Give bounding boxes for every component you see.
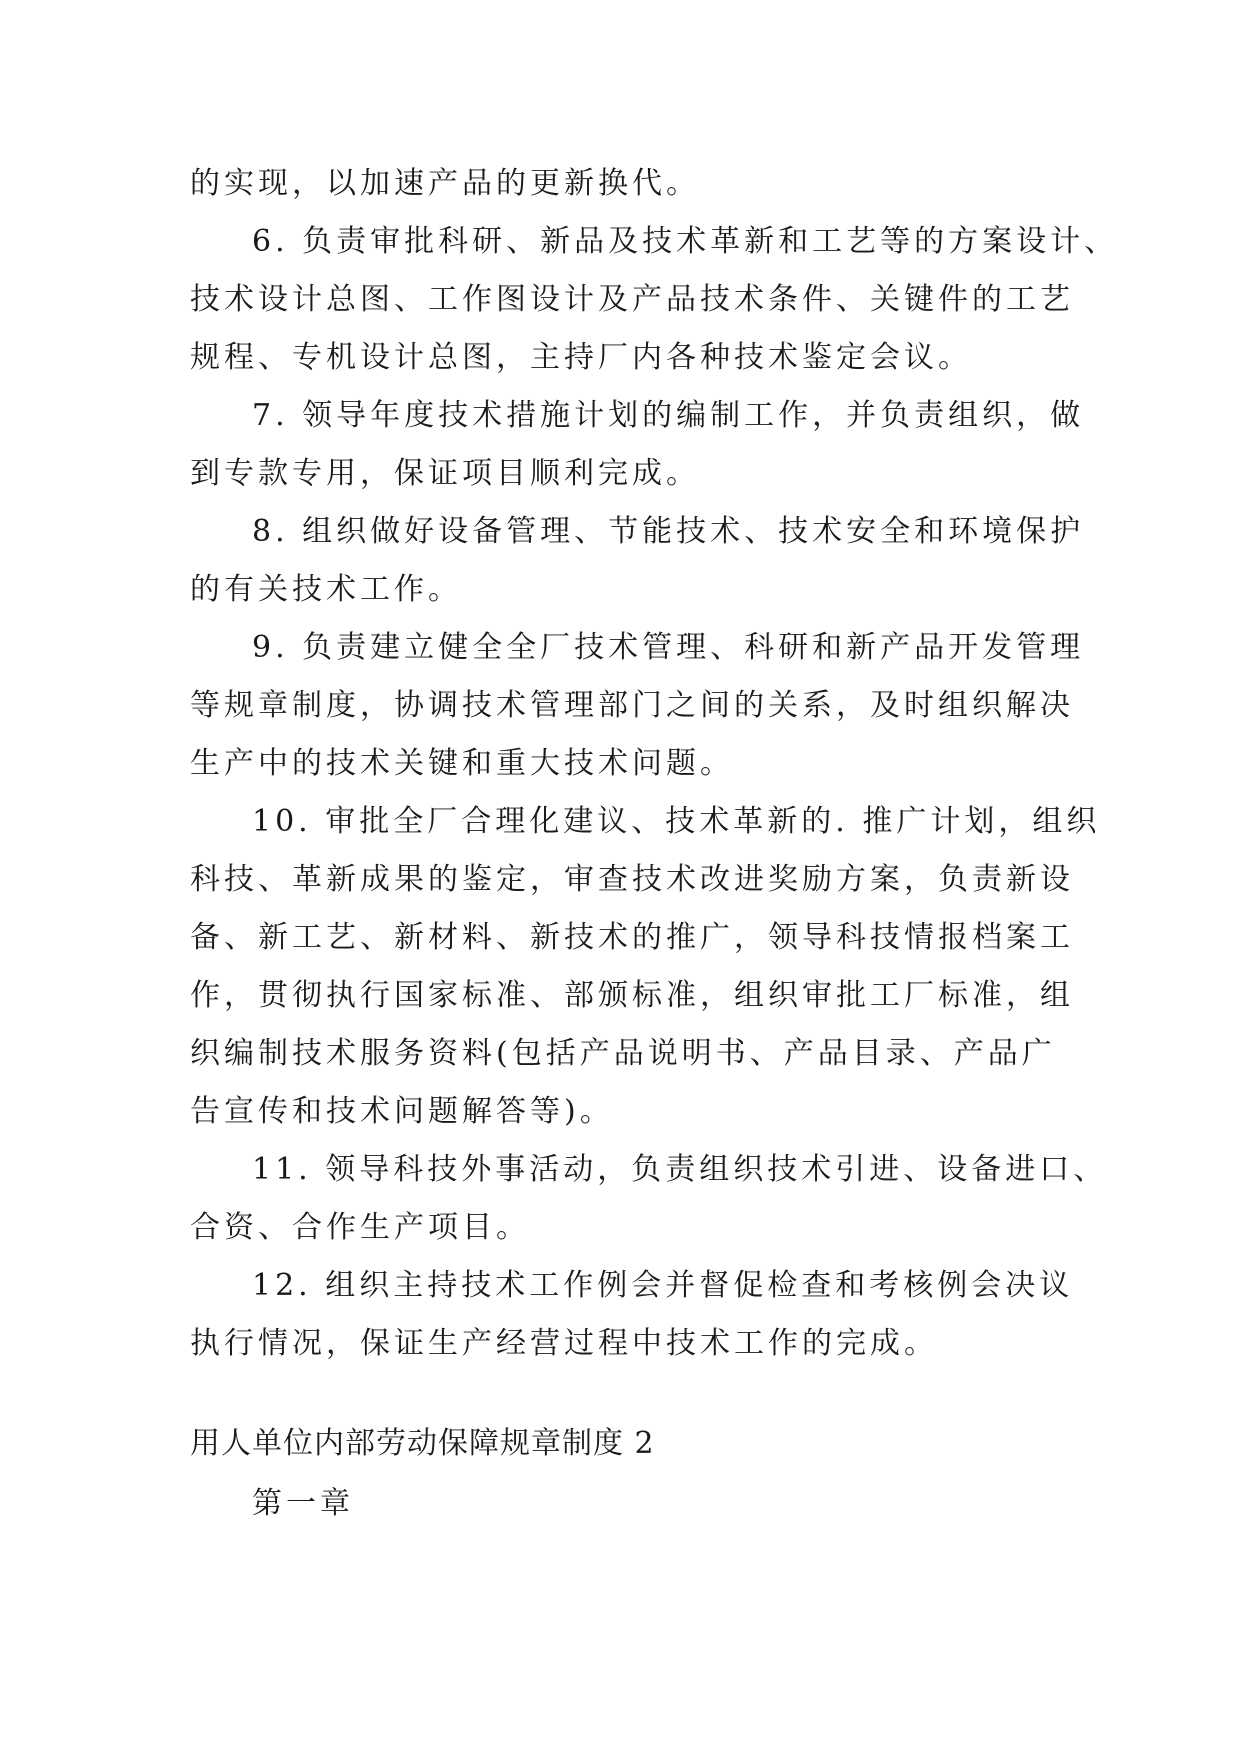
paragraph-line: 的实现，以加速产品的更新换代。 bbox=[190, 166, 700, 201]
list-item-8-line: 8. 组织做好设备管理、节能技术、技术安全和环境保护 bbox=[252, 514, 1085, 549]
list-item-12-line: 执行情况，保证生产经营过程中技术工作的完成。 bbox=[190, 1326, 938, 1361]
section-title: 用人单位内部劳动保障规章制度 2 bbox=[190, 1426, 655, 1461]
list-item-7-line: 7. 领导年度技术措施计划的编制工作，并负责组织，做 bbox=[252, 398, 1085, 433]
list-item-6-line: 6. 负责审批科研、新品及技术革新和工艺等的方案设计、 bbox=[252, 224, 1119, 259]
list-item-8-line: 的有关技术工作。 bbox=[190, 572, 462, 607]
list-item-10-line: 织编制技术服务资料(包括产品说明书、产品目录、产品广 bbox=[190, 1036, 1056, 1071]
list-item-9-line: 9. 负责建立健全全厂技术管理、科研和新产品开发管理 bbox=[252, 630, 1085, 665]
list-item-6-line: 技术设计总图、工作图设计及产品技术条件、关键件的工艺 bbox=[190, 282, 1074, 317]
list-item-11-line: 合资、合作生产项目。 bbox=[190, 1210, 530, 1245]
list-item-10-line: 10. 审批全厂合理化建议、技术革新的. 推广计划，组织 bbox=[252, 804, 1101, 839]
list-item-9-line: 等规章制度，协调技术管理部门之间的关系，及时组织解决 bbox=[190, 688, 1074, 723]
list-item-10-line: 科技、革新成果的鉴定，审查技术改进奖励方案，负责新设 bbox=[190, 862, 1074, 897]
list-item-7-line: 到专款专用，保证项目顺利完成。 bbox=[190, 456, 700, 491]
list-item-10-line: 作，贯彻执行国家标准、部颁标准，组织审批工厂标准，组 bbox=[190, 978, 1074, 1013]
list-item-10-line: 备、新工艺、新材料、新技术的推广，领导科技情报档案工 bbox=[190, 920, 1074, 955]
list-item-11-line: 11. 领导科技外事活动，负责组织技术引进、设备进口、 bbox=[252, 1152, 1108, 1187]
list-item-6-line: 规程、专机设计总图，主持厂内各种技术鉴定会议。 bbox=[190, 340, 972, 375]
chapter-heading: 第一章 bbox=[252, 1486, 354, 1521]
list-item-10-line: 告宣传和技术问题解答等)。 bbox=[190, 1094, 614, 1129]
list-item-12-line: 12. 组织主持技术工作例会并督促检查和考核例会决议 bbox=[252, 1268, 1074, 1303]
list-item-9-line: 生产中的技术关键和重大技术问题。 bbox=[190, 746, 734, 781]
